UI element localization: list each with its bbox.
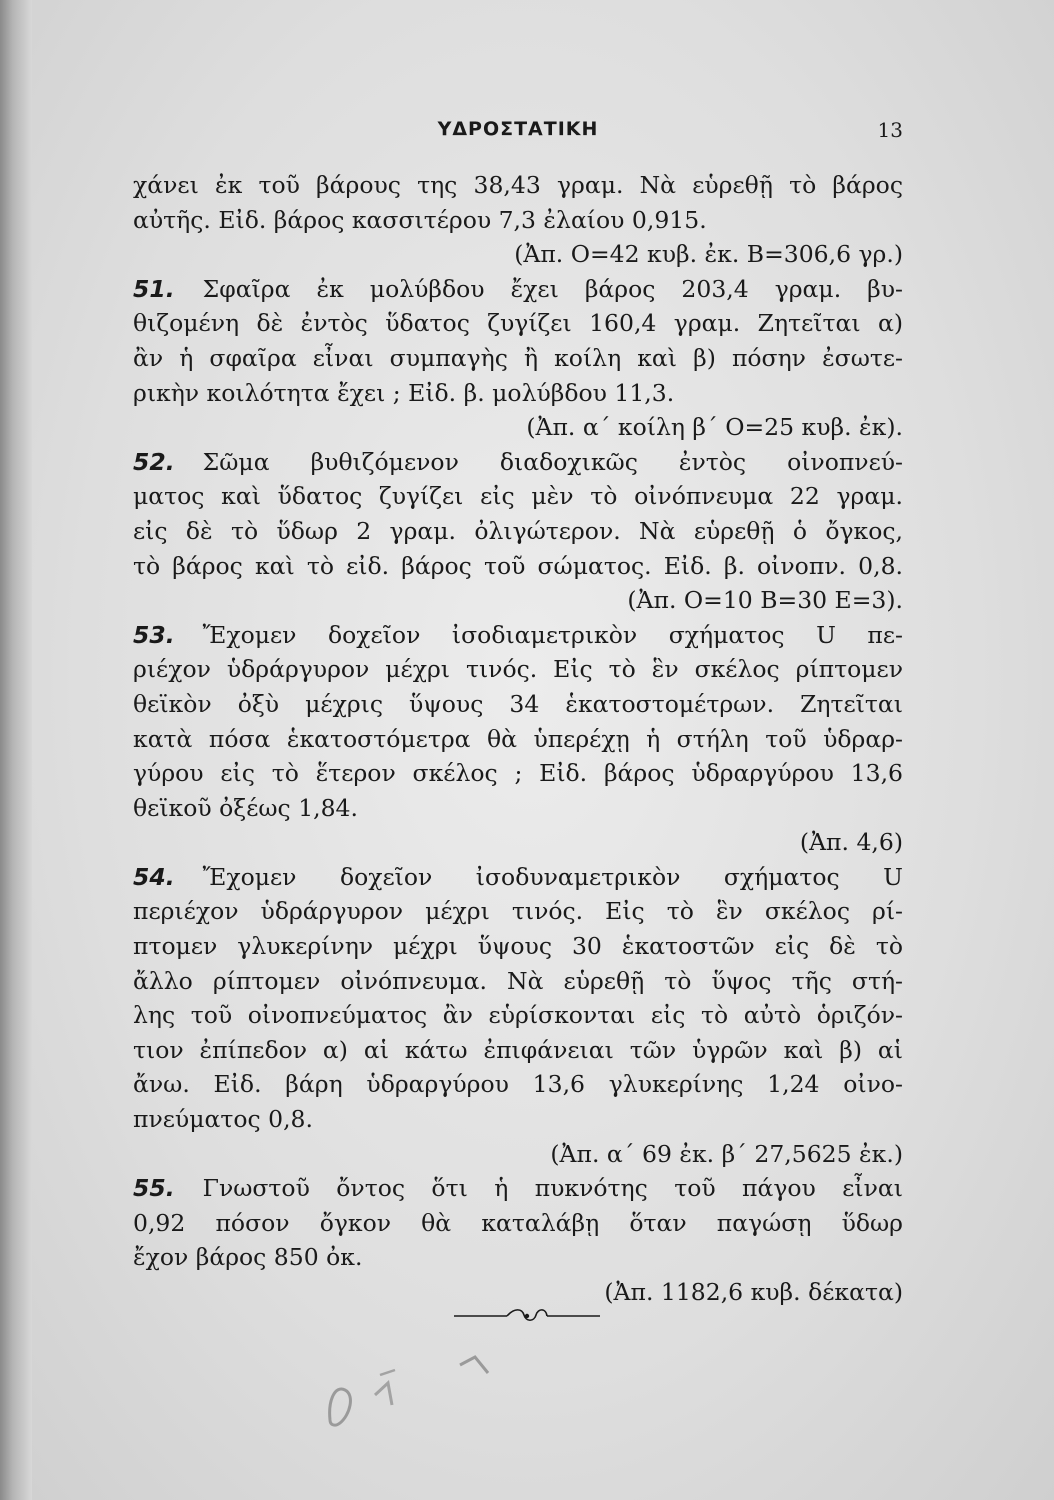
problem-number-55: 55. — [133, 1174, 175, 1203]
text-line: τιον ἐπίπεδον α) αἱ κάτω ἐπιφάνειαι τῶν ὑγρῶν καὶ β) αἱ — [133, 1035, 903, 1064]
page-body — [133, 168, 903, 1310]
text-line: ἔχον βάρος 850 ὀκ. — [133, 1243, 363, 1272]
problem-52-line — [133, 445, 903, 480]
problem-54-line — [133, 860, 903, 895]
text-line: θιζομένη δὲ ἐντὸς ὕδατος ζυγίζει 160,4 γραμ. Ζητεῖται α) — [133, 309, 903, 338]
text-line: περιέχον ὑδράργυρον μέχρι τινός. Εἰς τὸ ἓν σκέλος ρί- — [133, 897, 903, 926]
text-line: γύρου εἰς τὸ ἕτερον σκέλος ; Εἰδ. βάρος ὑδραργύρου 13,6 — [133, 759, 903, 788]
answer-line: (Ἀπ. α΄ 69 ἐκ. β΄ 27,5625 ἐκ.) — [550, 1139, 903, 1168]
page-binding-shadow — [0, 0, 32, 1500]
text-line: ἄνω. Εἰδ. βάρη ὑδραργύρου 13,6 γλυκερίνης 1,24 οἰνο- — [133, 1070, 903, 1099]
problem-55-line — [133, 1171, 903, 1206]
answer-line: (Ἀπ. 1182,6 κυβ. δέκατα) — [604, 1278, 903, 1306]
problem-54-text: Ἔχομεν δοχεῖον ἰσοδυναμετρικὸν σχήματος U — [202, 862, 903, 891]
page-header — [133, 118, 903, 148]
running-title: ΥΔΡΟΣΤΑΤΙΚΗ — [437, 118, 599, 140]
answer-line: (Ἀπ. 4,6) — [799, 828, 903, 857]
answer-line: (Ἀπ. Ο=10 Β=30 Ε=3). — [627, 586, 903, 615]
text-line: ρικὴν κοιλότητα ἔχει ; Εἰδ. β. μολύβδου 11,3. — [133, 378, 675, 407]
text-line: 0,92 πόσον ὄγκον θὰ καταλάβῃ ὅταν παγώσῃ ὕδωρ — [133, 1208, 903, 1237]
problem-51-line — [133, 272, 903, 307]
text-line: ριέχον ὑδράργυρον μέχρι τινός. Εἰς τὸ ἓν σκέλος ρίπτομεν — [133, 655, 903, 684]
text-line: πνεύματος 0,8. — [133, 1105, 313, 1134]
problem-55-text: Γνωστοῦ ὄντος ὅτι ἡ πυκνότης τοῦ πάγου εἶναι — [202, 1174, 903, 1203]
text-line: θεϊκὸν ὀξὺ μέχρις ὕψους 34 ἑκατοστομέτρων. Ζητεῖται — [133, 689, 903, 718]
text-line: κατὰ πόσα ἑκατοστόμετρα θὰ ὑπερέχῃ ἡ στήλη τοῦ ὑδραρ- — [133, 724, 903, 753]
page-number: 13 — [877, 118, 903, 142]
text-line: εἰς δὲ τὸ ὕδωρ 2 γραμ. ὀλιγώτερον. Νὰ εὑρεθῇ ὁ ὄγκος, — [133, 516, 903, 545]
ornament-divider — [452, 1305, 602, 1325]
text-line: ματος καὶ ὕδατος ζυγίζει εἰς μὲν τὸ οἰνόπνευμα 22 γραμ. — [133, 482, 903, 511]
problem-number-54: 54. — [133, 862, 175, 891]
problem-53-text: Ἔχομεν δοχεῖον ἰσοδιαμετρικὸν σχήματος U πε- — [202, 620, 903, 649]
text-line: θεϊκοῦ ὀξέως 1,84. — [133, 793, 358, 822]
problem-number-53: 53. — [133, 620, 175, 649]
answer-line: (Ἀπ. Ο=42 κυβ. ἐκ. Β=306,6 γρ.) — [514, 240, 903, 269]
text-line: ἂν ἡ σφαῖρα εἶναι συμπαγὴς ἢ κοίλη καὶ β) πόσην ἐσωτε- — [133, 343, 903, 372]
problem-53-line — [133, 618, 903, 653]
pencil-scribble — [300, 1345, 520, 1445]
problem-number-52: 52. — [133, 447, 175, 476]
text-line: χάνει ἐκ τοῦ βάρους της 38,43 γραμ. Νὰ εὑρεθῇ τὸ βάρος — [133, 171, 903, 199]
answer-line: (Ἀπ. α΄ κοίλη β΄ Ο=25 κυβ. ἐκ). — [526, 413, 903, 442]
problem-51-text: Σφαῖρα ἐκ μολύβδου ἔχει βάρος 203,4 γραμ. βυ- — [202, 274, 903, 303]
text-line: τὸ βάρος καὶ τὸ εἰδ. βάρος τοῦ σώματος. Εἰδ. β. οἰνοπν. 0,8. — [133, 551, 903, 580]
problem-number-51: 51. — [133, 274, 175, 303]
text-line: πτομεν γλυκερίνην μέχρι ὕψους 30 ἑκατοστῶν εἰς δὲ τὸ — [133, 932, 903, 961]
text-line: ἄλλο ρίπτομεν οἰνόπνευμα. Νὰ εὑρεθῇ τὸ ὕψος τῆς στή- — [133, 966, 903, 995]
text-line: αὐτῆς. Εἰδ. βάρος κασσιτέρου 7,3 ἐλαίου 0,915. — [133, 205, 707, 234]
problem-52-text: Σῶμα βυθιζόμενον διαδοχικῶς ἐντὸς οἰνοπνεύ- — [202, 447, 903, 476]
text-line: λης τοῦ οἰνοπνεύματος ἂν εὑρίσκονται εἰς τὸ αὐτὸ ὁριζόν- — [133, 1001, 903, 1030]
